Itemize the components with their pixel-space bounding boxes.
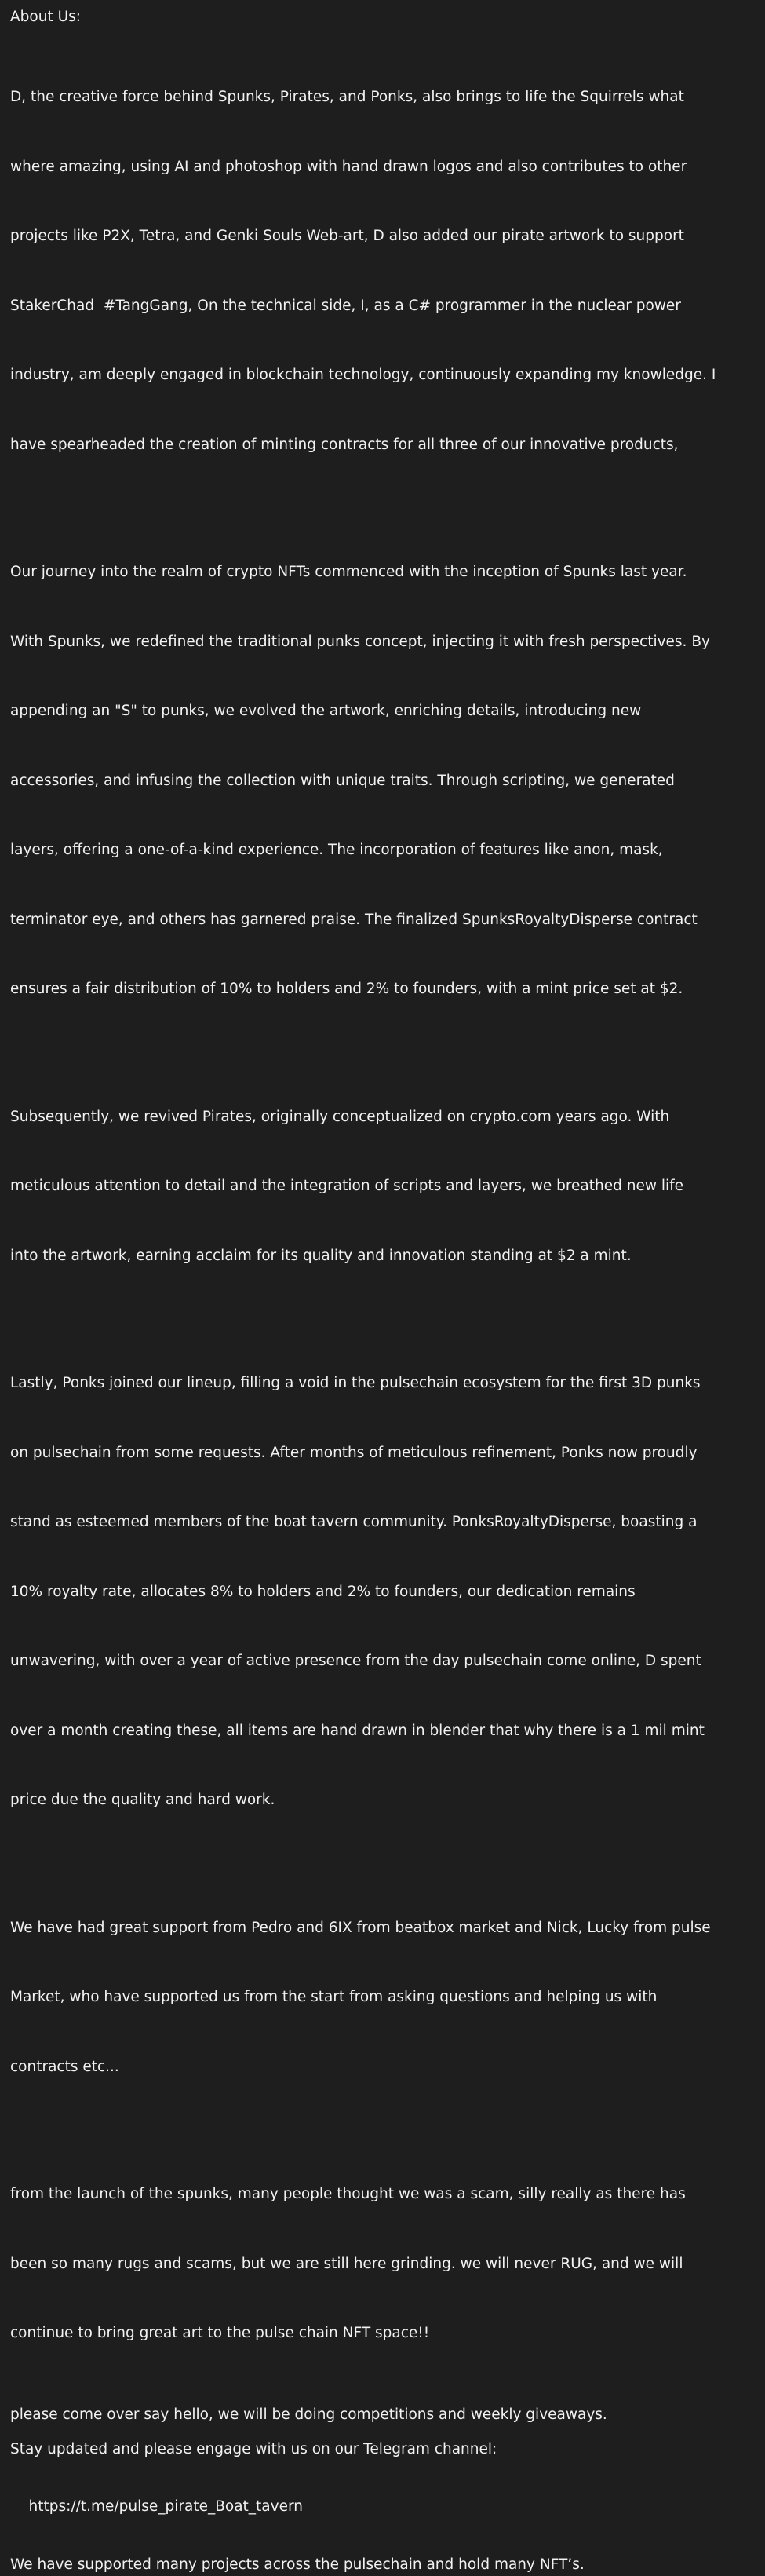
about-us-page	[0, 0, 765, 942]
paragraph-line: ensures a fair distribution of 10% to holders and 2% to founders, with a mint price set at $2.	[10, 977, 754, 1001]
paragraph-line: industry, am deeply engaged in blockchain technology, continuously expanding my knowledge. I	[10, 364, 754, 387]
paragraph-line: projects like P2X, Tetra, and Genki Souls Web-art, D also added our pirate artwork to support	[10, 225, 754, 248]
paragraph-line: over a month creating these, all items are hand drawn in blender that why there is a 1 mil mint	[10, 1719, 754, 1743]
paragraph-line: With Spunks, we redefined the traditional punks concept, injecting it with fresh perspectives. By	[10, 630, 754, 654]
supported-projects-text: We have supported many projects across the pulsechain and hold many NFT’s.	[10, 2553, 754, 2576]
paragraph-line: Market, who have supported us from the start from asking questions and helping us with	[10, 1986, 754, 2009]
paragraph-spunks	[10, 514, 754, 1047]
paragraph-launch	[10, 2136, 754, 2391]
paragraph-line: meticulous attention to detail and the integration of scripts and layers, we breathed new life	[10, 1175, 754, 1198]
paragraph-line: We have had great support from Pedro and 6IX from beatbox market and Nick, Lucky from pulse	[10, 1916, 754, 1940]
paragraph-line: 10% royalty rate, allocates 8% to holders and 2% to founders, our dedication remains	[10, 1580, 754, 1604]
paragraph-line: been so many rugs and scams, but we are still here grinding. we will never RUG, and we will	[10, 2253, 754, 2276]
paragraph-support	[10, 1870, 754, 2125]
paragraph-ponks	[10, 1325, 754, 1858]
page-heading: About Us:	[10, 6, 754, 28]
paragraph-creative-force	[10, 39, 754, 502]
paragraph-line: Lastly, Ponks joined our lineup, filling a void in the pulsechain ecosystem for the first 3D punks	[10, 1372, 754, 1395]
paragraph-line: accessories, and infusing the collection with unique traits. Through scripting, we generated	[10, 769, 754, 793]
paragraph-line: D, the creative force behind Spunks, Pirates, and Ponks, also brings to life the Squirrels what	[10, 86, 754, 109]
paragraph-line: have spearheaded the creation of minting contracts for all three of our innovative products,	[10, 433, 754, 457]
paragraph-line: contracts etc...	[10, 2055, 754, 2079]
paragraph-line: price due the quality and hard work.	[10, 1789, 754, 1812]
paragraph-line: Our journey into the realm of crypto NFTs commenced with the inception of Spunks last year.	[10, 561, 754, 584]
paragraph-line: stand as esteemed members of the boat tavern community. PonksRoyaltyDisperse, boasting a	[10, 1511, 754, 1534]
paragraph-line: StakerChad #TangGang, On the technical side, I, as a C# programmer in the nuclear power	[10, 294, 754, 318]
telegram-prompt: Stay updated and please engage with us on our Telegram channel:	[10, 2438, 754, 2461]
paragraph-line: where amazing, using AI and photoshop with hand drawn logos and also contributes to other	[10, 155, 754, 179]
paragraph-line: Subsequently, we revived Pirates, originally conceptualized on crypto.com years ago. With	[10, 1105, 754, 1129]
paragraph-line: terminator eye, and others has garnered praise. The finalized SpunksRoyaltyDisperse contract	[10, 908, 754, 932]
paragraph-line: layers, offering a one-of-a-kind experience. The incorporation of features like anon, mask,	[10, 839, 754, 862]
paragraph-line: unwavering, with over a year of active presence from the day pulsechain come online, D spent	[10, 1650, 754, 1673]
paragraph-line: from the launch of the spunks, many people thought we was a scam, silly really as there has	[10, 2183, 754, 2206]
paragraph-line: continue to bring great art to the pulse chain NFT space!!	[10, 2322, 754, 2345]
paragraph-line: on pulsechain from some requests. After months of meticulous refinement, Ponks now proudly	[10, 1441, 754, 1465]
invite-text: please come over say hello, we will be doing competitions and weekly giveaways.	[10, 2403, 754, 2427]
telegram-link[interactable]: https://t.me/pulse_pirate_Boat_tavern	[29, 2498, 303, 2515]
paragraph-line: appending an "S" to punks, we evolved the artwork, enriching details, introducing new	[10, 700, 754, 723]
paragraph-pirates	[10, 1059, 754, 1314]
paragraph-line: into the artwork, earning acclaim for its quality and innovation standing at $2 a mint.	[10, 1244, 754, 1268]
